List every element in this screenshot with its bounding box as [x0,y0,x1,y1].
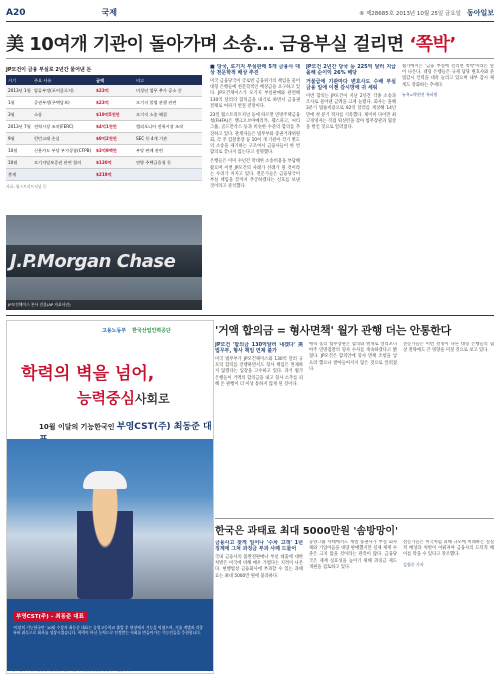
table-cell: $4억1천만 [96,123,117,129]
table-cell: 10월 [8,159,18,165]
article1-col2 [306,64,396,314]
table-cell: 캘리포니아 전력시장 조작 [136,123,184,129]
article3-byline: 김철중 기자 [403,561,424,567]
table-caption: JP모건이 금융 부실로 2년간 물어낸 돈 [6,64,202,76]
table-cell: 모기지담보증권 관련 합의 [34,159,82,165]
table-cell: 3월 [8,111,15,117]
table-cell: 연방 주택금융청 등 [136,159,172,165]
table-header-cell: 금액 [96,77,105,83]
table-cell: 1월 [8,99,15,105]
table-cell: 2013년 1월 [8,87,31,93]
ad-slogan-line1: 학력의 벽을 넘어, [21,364,155,384]
main-headline-highlight: ‘쪽박’ [409,34,456,55]
table-header-row [6,76,202,85]
article3-para: 동양그룹 사태에서도 계열 증권사가 부실 회사채와 기업어음을 대량 판매했지만 실제 제재 수준은 크지 않을 것이라는 관측이 많다. 금융당국은 제재 실효성을 높이기 위해 과징금 제도 개편을 검토하고 있다. [309,540,397,570]
table-total-label: 총계 [8,171,17,177]
article3-para: 국내 금융사의 불완전판매나 부실 대출에 대한 처벌은 미국에 비해 매우 가볍다는 지적이 나온다. 현행법상 금융회사에 부과할 수 있는 과태료는 최대 5000만 원에 불과하다. [215,555,303,579]
table-cell: 미성년 업무 추가 공소 중 [136,87,182,93]
table-header-cell: 주요 사유 [34,77,52,83]
article2-col2 [309,342,397,514]
table-row [6,121,202,133]
ad-title-name: 부영CST(주) 최동준 대 [116,422,212,432]
divider [6,58,494,59]
article1-col3 [402,64,494,314]
table-cell: $9억2천만 [96,135,117,141]
article1-para: 23일 월스트리트저널 등에 따르면 연방주택금융청(FHFA)은 뱅크오브아메리카, 웰스파고, 씨티그룹, 골드만삭스 등과 비슷한 수준의 합의를 추진하고 있다. 관계자들은 법무부와 증권거래위원회, 각 주 검찰총장 등 10여 개 기관이 각기 별도의 소송을 제기하는 구조여서 금융사들이 한 번 합의로 끝나지 않는다고 설명했다. [210,113,300,156]
ad-slogan-line2 [77,387,170,408]
divider [215,518,494,519]
ministry-logo: 고용노동부 [102,328,127,334]
table-cell: 2013년 7월 [8,123,31,129]
article3-col1 [215,540,303,680]
table-row [6,97,202,109]
table-row [6,109,202,121]
table-cell: 소송 [34,111,43,117]
advertisement [6,320,214,674]
article1-byline: 뉴욕=박현진 특파원 [402,91,438,97]
ad-info-band [7,599,213,671]
table-cell: SEC 등 4개 기관 [136,135,168,141]
page-number: A20 [6,7,26,18]
ad-title-prefix: 10월 이달의 기능한국인 [39,423,115,431]
issue-meta: ⑥ 제28685호 2013년 10월 25일 금요일 [359,10,461,17]
main-headline [6,30,494,56]
table-header-cell: 시기 [8,77,17,83]
article2-para: 전문가들은 이번 결정이 다른 대형 은행들의 협상 전략에도 큰 영향을 미칠 것으로 보고 있다. [403,342,494,354]
ad-band-title: 부영CST(주) – 최동준 대표 [13,611,87,621]
article2-col3 [403,342,494,514]
article1-col1 [210,64,300,314]
article3-col3 [403,540,494,680]
article1-para: 미국 금융당국이 글로벌 금융위기의 책임을 물어 대형 은행들에 천문학적인 배상금을 요구하고 있다. JP모건체이스가 모기지 부실판매와 관련해 130억 달러의 합의금을 내기로 하면서 금융권 전체로 여파가 번질 전망이다. [210,79,300,109]
article1-para: 월가에서는 '금융 부실에 걸리면 쪽박'이라는 말이 나온다. 대형 은행들은 규제 담당 변호사와 준법감시 인력을 대폭 늘리고 있으며 내부 감시 체계도 강화하는 추세다. [402,64,494,88]
table-row [6,85,202,97]
table-cell: 9월 [8,135,15,141]
worker-figure [77,481,133,599]
article1-para: 은행들은 이미 수년간 막대한 소송비용을 부담해 왔으며 이번 JP모건의 사례가 선례가 될 것이라는 우려가 커지고 있다. 전문가들은 금융당국이 부실 책임을 끝까지 추궁하겠다는 신호를 보낸 것이라고 분석했다. [210,159,300,190]
table-cell: 신용카드 부당 부가상품(CFPB) [34,147,92,153]
article3-headline: 한국은 과태료 최대 5000만원 '솜방망이' [215,526,399,537]
table-source: 자료: 월스트리트저널 등 [6,184,47,189]
ad-slogan-tail: 사회로 [134,392,170,406]
helmet-shape [83,471,127,489]
table-row [6,133,202,145]
page-header [6,4,494,22]
article3-col2 [309,540,397,680]
table-cell: 10월 [8,147,18,153]
section-name: 국제 [101,8,117,17]
table-cell: $3억9백만 [96,147,117,153]
newspaper-brand: 동아일보 [466,8,494,17]
table-cell: 부당 판매 관련 [136,147,163,153]
article1-subhead3: 거물급에 기관마다 변호사도 수배 부실 금융 일에 이젠 감시망에 귀 세워 [306,79,396,91]
table-row [6,157,202,169]
ad-footer: 고용노동부와 한국산업인력공단은 매달 이달의 기능한국인을 선정하고 있습니다. [9,668,132,672]
settlement-table [6,64,202,212]
table-cell: 런던고래 손실 [34,135,60,141]
table-cell: $23억 [96,87,109,93]
article2-col1 [215,342,303,514]
table-cell: 모기지 불법 관행 관련 [136,99,177,105]
table-cell: $23억 [96,99,109,105]
table-total-row [6,169,202,181]
article2-subhead: JP모건 '합의금 130억달러 내겠다' 美 법무부, 형사 책임 면제 불가 [215,342,303,354]
jpmorgan-logo-text: J.P.Morgan Chase [10,251,176,272]
table-cell: $130억 [96,159,112,165]
hrdkorea-logo: 한국산업인력공단 [132,328,171,334]
article2-para: 미국 법무부가 JP모건체이스와 130억 달러 규모의 합의를 진행하면서도 형사 책임은 면제하지 않겠다는 입장을 고수하고 있다. 과거 월가 은행들이 거액의 합의금을 내고 형사 소추를 피해 온 관행이 더 이상 통하지 않게 된 것이다. [215,357,303,387]
table-cell: 증권부정(주택담보) [34,99,70,105]
table-cell: 모기지 소송 해결 [136,111,167,117]
table-total-value: $219억 [96,171,112,177]
divider [6,315,494,316]
article1-subhead: ■ 당국, 로기지 부실판매 5개 금융사 대상 천문학적 배상 추진 [210,64,300,76]
ad-photo [7,439,213,599]
table-body [6,85,202,169]
table-cell: 압류부정(포어클로저) [34,87,74,93]
article3-subhead: 금융사고 잦게 일어나 '수차 고객' 1년 징계에 그쳐 과징금 부과 사례 드물어 [215,540,303,552]
ad-logos [102,327,171,334]
article2-headline: '거액 합의금 = 형사면책' 월가 관행 더는 안통한다 [215,324,451,337]
main-headline-text: 美 10여개 기관이 돌아가며 소송… 금융부실 걸리면 [6,34,410,55]
jpmorgan-photo [6,215,202,310]
table-row [6,145,202,157]
table-cell: 전력시장 조작(FERC) [34,123,74,129]
table-cell: $19억5천만 [96,111,120,117]
article1-subhead2: JP모건 2년간 당국 등 225억 달러 지급 올해 순이익 26% 해당 [306,64,396,76]
article2-para: 에릭 홀더 법무장관은 합의와 별개로 캘리포니아주 연방검찰의 형사 수사를 계속하겠다고 밝혔다. JP모건은 합의안에 형사 면책 조항을 넣으려 했으나 받아들여지지 않은 것으로 알려졌다. [309,342,397,372]
photo-caption: JP모건체이스 본사 건물(AP 자료사진) [6,300,202,310]
table-header-cell: 비고 [136,77,145,83]
ad-band-body: '이달의 기능한국인' 10월 수상자 최동준 대표는 공업고등학교 졸업 후 현장에서 기능을 익혔으며, 기술 개발과 각종 특허 취득으로 회사를 성장시켰습니다. 학력이 아닌 능력으로 인정받는 사회를 만들어가는 기능인들을 응원합니다. [13,625,204,636]
ad-slogan-highlight: 능력중심 [77,389,135,407]
article3-para: 전문가들은 미국처럼 피해 규모에 비례하는 실질적 배상과 처벌이 이뤄져야 금융사의 도덕적 해이를 막을 수 있다고 강조했다. [403,540,494,558]
article1-para: 이번 합의는 JP모건이 지난 2년간 각종 소송과 조사로 물어낸 금액을 크게 늘렸다. 회사는 올해 3분기 법률비용으로 92억 달러를 계상해 14년 만에 첫 분기 적자를 기록했다. 제이미 다이먼 최고경영자는 직접 워싱턴을 찾아 법무장관과 협상을 벌인 것으로 알려졌다. [306,94,396,131]
